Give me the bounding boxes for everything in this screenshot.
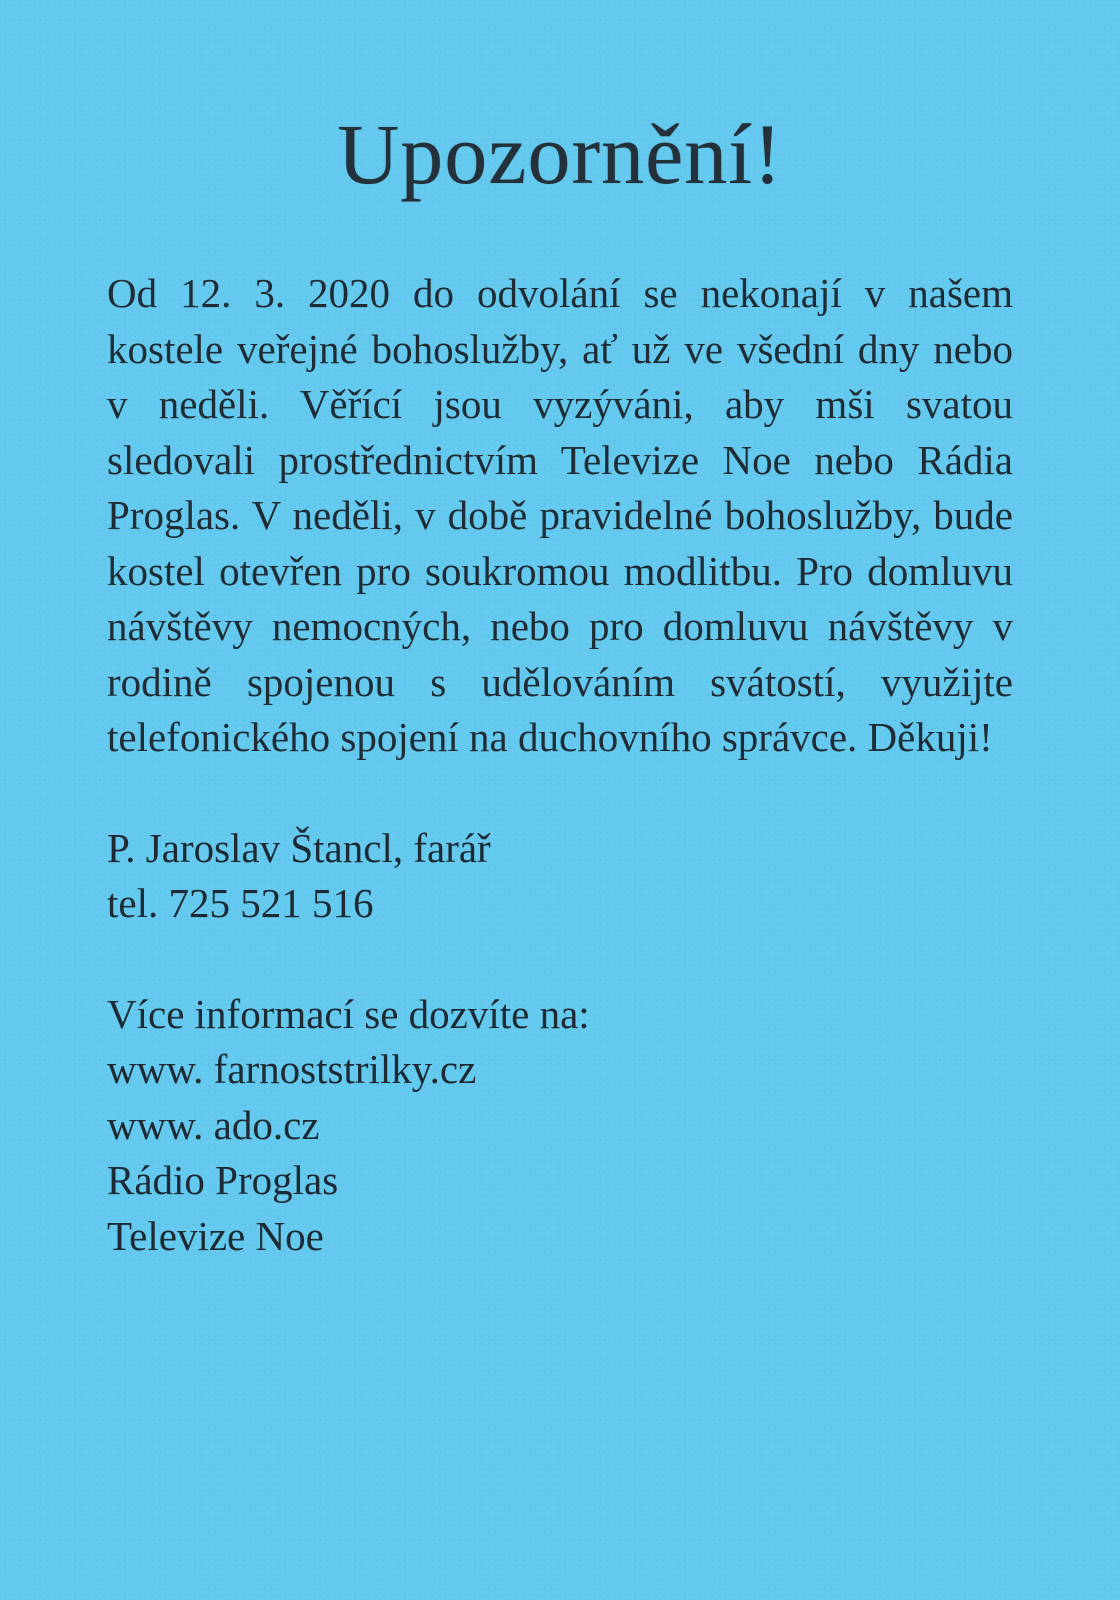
signature-block xyxy=(107,821,1013,932)
more-info-heading: Více informací se dozvíte na: xyxy=(107,990,590,1037)
more-info-item: Rádio Proglas xyxy=(107,1157,339,1203)
more-info-block xyxy=(107,987,1013,1265)
signature-name: P. Jaroslav Štancl, farář xyxy=(107,824,491,871)
notice-body: Od 12. 3. 2020 do odvolání se nekonají v našem kostele veřejné bohoslužby, ať už ve všední dny nebo v neděli. Věřící jsou vyzýváni, aby mši svatou sledovali prostřednictvím Televize Noe nebo Rádia Proglas. V neděli, v době pravidelné bohoslužby, bude kostel otevřen pro soukromou modlitbu. Pro domluvu návštěvy nemocných, nebo pro domluvu návštěvy v rodině spojenou s udělováním svátostí, využijte telefonického spojení na duchovního správce. Děkuji! xyxy=(107,270,1013,760)
signature-phone: tel. 725 521 516 xyxy=(107,880,374,926)
more-info-item: Televize Noe xyxy=(107,1212,324,1259)
notice-title: Upozornění! xyxy=(337,106,783,202)
more-info-item: www. farnoststrilky.cz xyxy=(107,1046,477,1092)
more-info-item: www. ado.cz xyxy=(107,1101,320,1148)
